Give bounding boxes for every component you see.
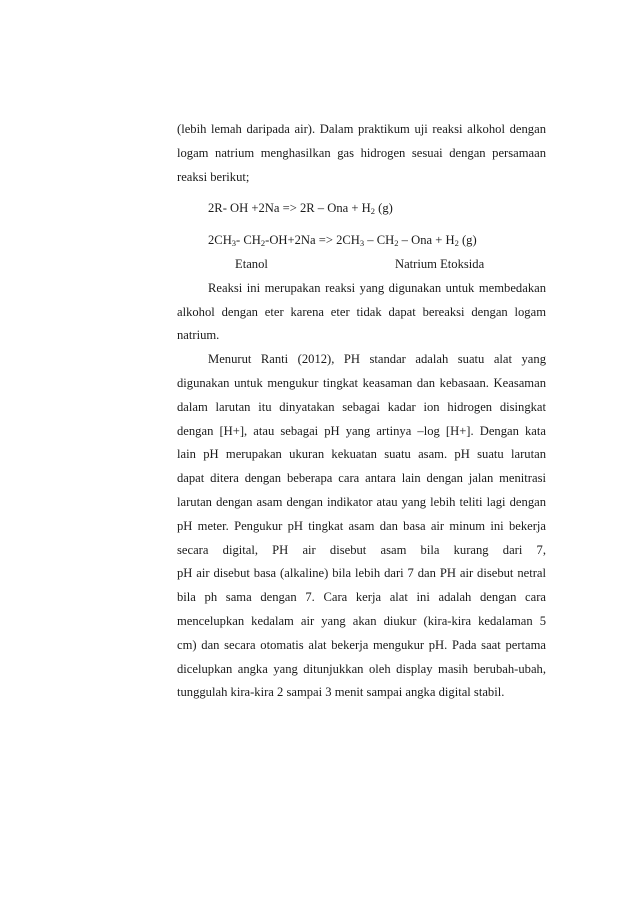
- equation-2-part: – Ona + H: [398, 233, 455, 248]
- text-line: tunggulah kira-kira 2 sampai 3 menit sampai angka digital stabil.: [177, 685, 505, 700]
- equation-2-subscript: 3: [359, 238, 365, 249]
- equation-2-subscript: 3: [231, 238, 237, 249]
- equation-2-subscript: 2: [454, 238, 459, 249]
- text-line: digunakan untuk mengukur tingkat keasaman dan kebasaan. Keasaman: [177, 375, 546, 390]
- text-line: cm) dan secara otomatis alat bekerja mengukur pH. Pada saat pertama: [177, 637, 546, 652]
- label-natrium-etoksida: Natrium Etoksida: [395, 256, 485, 271]
- text-line: lain pH merupakan ukuran kekuatan suatu asam. pH suatu larutan: [177, 447, 546, 462]
- text-line: natrium.: [177, 328, 220, 343]
- equation-2: [177, 229, 546, 253]
- text-line: dalam larutan itu dinyatakan sebagai kadar ion hidrogen disingkat: [177, 399, 546, 414]
- text-line: larutan dengan asam dengan indikator atau yang lebih teliti lagi dengan: [177, 494, 546, 509]
- equation-2-part: (g): [458, 233, 477, 248]
- text-line: dapat ditera dengan beberapa cara antara lain dengan jalan menitrasi: [177, 471, 546, 486]
- equation-2-part: 2CH: [208, 233, 232, 248]
- equation-2-part: -OH+2Na => 2CH: [265, 233, 360, 248]
- equation-2-subscript: 2: [260, 238, 266, 249]
- equation-labels: [177, 253, 546, 277]
- equation-1-subscript: 2: [370, 206, 375, 217]
- equation-2-subscript: 2: [394, 238, 399, 249]
- text-line: reaksi berikut;: [177, 169, 250, 184]
- equation-1-right: (g): [374, 201, 393, 216]
- text-line: logam natrium menghasilkan gas hidrogen sesuai dengan persamaan: [177, 145, 546, 160]
- text-line: Reaksi ini merupakan reaksi yang digunakan untuk membedakan: [208, 280, 546, 295]
- text-line: dicelupkan angka yang ditunjukkan oleh display masih berubah-ubah,: [177, 661, 546, 676]
- paragraph-intro: [177, 118, 546, 189]
- text-line: (lebih lemah daripada air). Dalam praktikum uji reaksi alkohol dengan: [177, 122, 546, 136]
- label-etanol: Etanol: [235, 256, 268, 271]
- text-line: pH meter. Pengukur pH tingkat asam dan basa air minum ini bekerja: [177, 518, 546, 533]
- text-line: Menurut Ranti (2012), PH standar adalah suatu alat yang: [208, 352, 546, 367]
- equation-2-part: – CH: [364, 233, 395, 248]
- equation-1: [177, 197, 546, 221]
- text-line: dengan [H+], atau sebagai pH yang artinya –log [H+]. Dengan kata: [177, 423, 546, 438]
- text-line: mencelupkan kedalam air yang akan diukur (kira-kira kedalaman 5: [177, 613, 546, 628]
- text-line: bila ph sama dengan 7. Cara kerja alat ini adalah dengan cara: [177, 590, 546, 605]
- text-line: secara digital, PH air disebut asam bila kurang dari 7,: [177, 542, 546, 557]
- paragraph-reaksi: [177, 277, 546, 348]
- equation-1-left: 2R- OH +2Na => 2R – Ona + H: [208, 201, 371, 216]
- paragraph-ph: [177, 348, 546, 705]
- document-page: [177, 118, 546, 705]
- equation-2-part: - CH: [236, 233, 261, 248]
- text-line: pH air disebut basa (alkaline) bila lebih dari 7 dan PH air disebut netral: [177, 566, 546, 581]
- text-line: alkohol dengan eter karena eter tidak dapat bereaksi dengan logam: [177, 304, 546, 319]
